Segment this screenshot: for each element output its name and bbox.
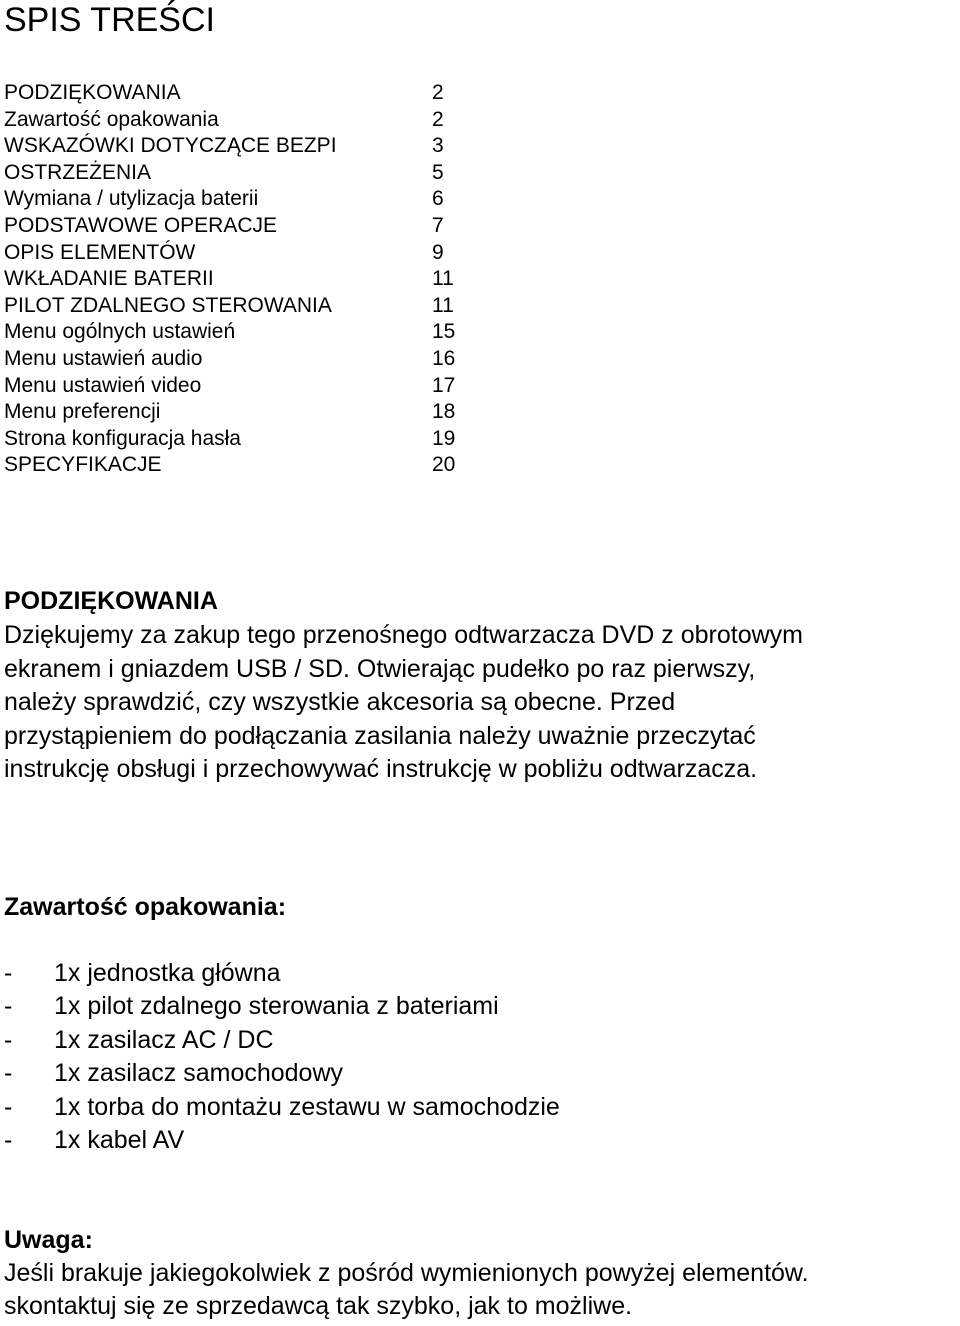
toc-entry <box>4 133 474 160</box>
list-bullet: - <box>4 1092 13 1121</box>
list-bullet: - <box>4 992 13 1021</box>
list-item-text: 1x pilot zdalnego sterowania z bateriami <box>54 992 499 1021</box>
paragraph-line: Dziękujemy za zakup tego przenośnego odtwarzacza DVD z obrotowym <box>4 621 803 649</box>
toc-entry <box>4 346 474 373</box>
page-title: SPIS TREŚCI <box>4 1 215 39</box>
toc-entry <box>4 160 474 187</box>
thanks-heading: PODZIĘKOWANIA <box>4 587 218 615</box>
package-contents-heading: Zawartość opakowania: <box>4 893 287 921</box>
toc-entry-title: Menu ogólnych ustawień <box>4 320 236 344</box>
toc-entry-title: Wymiana / utylizacja baterii <box>4 187 259 211</box>
list-bullet: - <box>4 1025 13 1054</box>
toc-entry-title: Menu ustawień audio <box>4 346 203 370</box>
toc-entry-title: WKŁADANIE BATERII <box>4 267 214 291</box>
paragraph-line: Jeśli brakuje jakiegokolwiek z pośród wymienionych powyżej elementów. <box>4 1259 809 1287</box>
toc-entry-title: Strona konfiguracja hasła <box>4 426 241 450</box>
toc-entry-title: PODSTAWOWE OPERACJE <box>4 213 278 237</box>
toc-entry <box>4 240 474 267</box>
list-item <box>4 1091 904 1124</box>
toc-entry-title: Menu ustawień video <box>4 373 202 397</box>
list-item <box>4 1124 904 1157</box>
toc-entry <box>4 452 474 479</box>
toc-entry-page: 11 <box>432 267 454 291</box>
list-item-text: 1x zasilacz samochodowy <box>54 1059 344 1088</box>
toc-entry-page: 6 <box>432 187 444 211</box>
toc-entry-page: 9 <box>432 240 444 264</box>
toc-entry <box>4 426 474 453</box>
toc-entry-title: Menu preferencji <box>4 400 161 424</box>
toc-entry <box>4 319 474 346</box>
paragraph-line: ekranem i gniazdem USB / SD. Otwierając pudełko po raz pierwszy, <box>4 654 756 683</box>
note-paragraph <box>4 1257 960 1323</box>
toc-entry-page: 16 <box>432 346 456 370</box>
toc-entry <box>4 186 474 213</box>
toc-entry-title: OSTRZEŻENIA <box>4 160 152 184</box>
list-item <box>4 990 904 1023</box>
toc-entry-title: SPECYFIKACJE <box>4 453 162 477</box>
list-item <box>4 1057 904 1090</box>
toc-entry-title: OPIS ELEMENTÓW <box>4 240 196 264</box>
list-bullet: - <box>4 1059 13 1088</box>
toc-entry <box>4 80 474 107</box>
list-item-text: 1x kabel AV <box>54 1125 185 1154</box>
list-item <box>4 1024 904 1057</box>
toc-entry-page: 5 <box>432 160 444 184</box>
toc-entry-page: 19 <box>432 426 456 450</box>
paragraph-line: należy sprawdzić, czy wszystkie akcesoria są obecne. Przed <box>4 688 676 716</box>
toc-entry-page: 3 <box>432 134 444 158</box>
list-item-text: 1x jednostka główna <box>54 959 281 987</box>
paragraph-line: skontaktuj się ze sprzedawcą tak szybko, jak to możliwe. <box>4 1292 633 1320</box>
toc-entry-page: 2 <box>432 107 444 131</box>
thanks-paragraph <box>4 619 960 787</box>
toc-entry-page: 11 <box>432 293 454 317</box>
toc-entry <box>4 107 474 134</box>
toc-entry-page: 2 <box>432 81 444 104</box>
toc-entry <box>4 373 474 400</box>
package-contents-list <box>4 957 904 1157</box>
paragraph-line: instrukcję obsługi i przechowywać instrukcję w pobliżu odtwarzacza. <box>4 755 758 783</box>
list-item <box>4 957 904 990</box>
toc-entry-page: 17 <box>432 373 456 397</box>
paragraph-line: przystąpieniem do podłączania zasilania należy uważnie przeczytać <box>4 721 756 750</box>
list-bullet: - <box>4 1125 13 1154</box>
toc-entry-page: 15 <box>432 320 456 344</box>
note-heading: Uwaga: <box>4 1226 93 1254</box>
toc-entry-title: WSKAZÓWKI DOTYCZĄCE BEZPI <box>4 134 337 158</box>
list-item-text: 1x torba do montażu zestawu w samochodzie <box>54 1092 560 1121</box>
toc-entry <box>4 399 474 426</box>
toc-entry <box>4 266 474 293</box>
toc-entry-page: 18 <box>432 400 456 424</box>
list-item-text: 1x zasilacz AC / DC <box>54 1025 274 1054</box>
list-bullet: - <box>4 959 13 987</box>
toc-entry-page: 20 <box>432 453 456 477</box>
toc-entry <box>4 293 474 320</box>
toc-entry-title: PILOT ZDALNEGO STEROWANIA <box>4 293 332 317</box>
table-of-contents <box>4 80 474 479</box>
toc-entry-title: Zawartość opakowania <box>4 107 219 131</box>
toc-entry <box>4 213 474 240</box>
toc-entry-title: PODZIĘKOWANIA <box>4 81 181 104</box>
toc-entry-page: 7 <box>432 213 444 237</box>
